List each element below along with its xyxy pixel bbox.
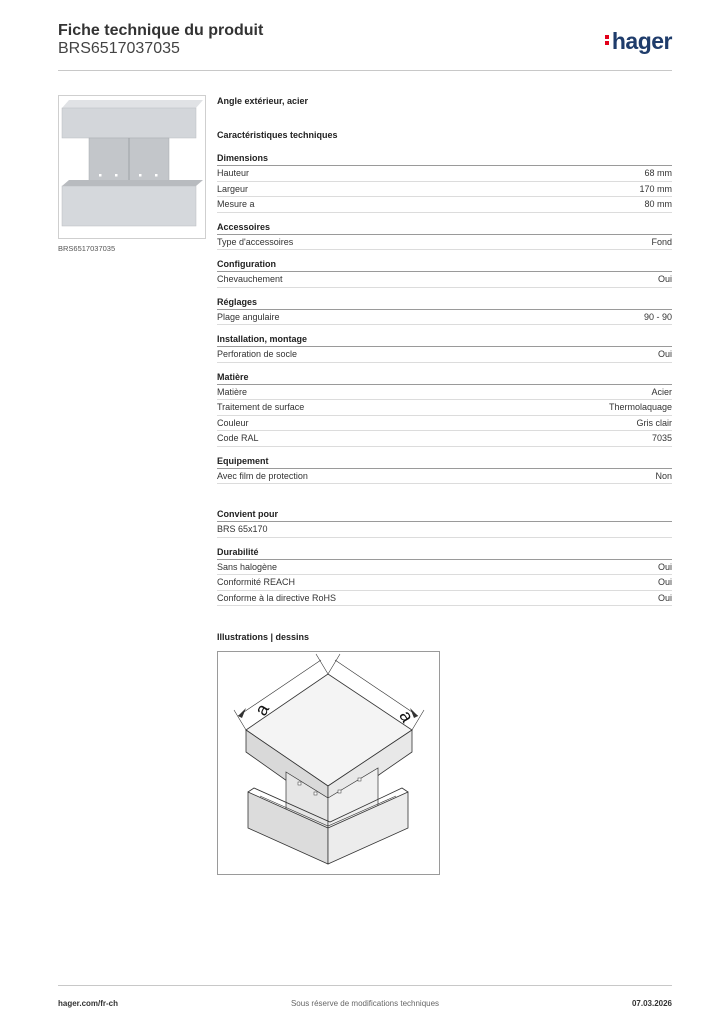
footer-website[interactable]: hager.com/fr-ch <box>58 999 119 1008</box>
spec-section-configuration <box>217 258 672 288</box>
spec-row: Largeur 170 mm <box>217 182 672 198</box>
spec-row: Hauteur 68 mm <box>217 166 672 182</box>
spec-section-dimensions <box>217 152 672 213</box>
illustrations-heading: Illustrations | dessins <box>217 632 310 642</box>
logo-dots-icon <box>605 33 609 47</box>
section-title: Accessoires <box>217 221 672 235</box>
spec-row: Matière Acier <box>217 385 672 401</box>
technical-drawing <box>217 651 440 875</box>
product-photo <box>58 95 206 239</box>
product-reference: BRS6517037035 <box>58 40 180 57</box>
spec-row: Traitement de surface Thermolaquage <box>217 400 672 416</box>
spec-row: Couleur Gris clair <box>217 416 672 432</box>
spec-row: Conformité REACH Oui <box>217 575 672 591</box>
spec-row: Avec film de protection Non <box>217 469 672 485</box>
spec-section-installation <box>217 333 672 363</box>
section-title: Equipement <box>217 455 672 469</box>
spec-content <box>217 96 672 606</box>
spec-section-equipement <box>217 455 672 485</box>
section-title: Configuration <box>217 258 672 272</box>
spec-row: Sans halogène Oui <box>217 560 672 576</box>
spec-row: Plage angulaire 90 - 90 <box>217 310 672 326</box>
spec-row: Mesure a 80 mm <box>217 197 672 213</box>
spec-section-durabilite <box>217 546 672 607</box>
spec-section-reglages <box>217 296 672 326</box>
spec-row: Chevauchement Oui <box>217 272 672 288</box>
spec-row: BRS 65x170 <box>217 522 672 538</box>
product-name: Angle extérieur, acier <box>217 96 309 106</box>
dimension-label-left: a <box>250 700 274 719</box>
spec-row: Code RAL 7035 <box>217 431 672 447</box>
footer-date: 07.03.2026 <box>631 999 672 1008</box>
section-title: Dimensions <box>217 152 672 166</box>
spec-row: Conforme à la directive RoHS Oui <box>217 591 672 607</box>
section-title: Installation, montage <box>217 333 672 347</box>
dimension-label-right: a <box>395 707 418 726</box>
page-header <box>58 22 672 71</box>
photo-caption: BRS6517037035 <box>58 244 116 253</box>
spec-section-convient-pour <box>217 508 672 538</box>
brand-logo: hager <box>605 28 672 55</box>
spec-section-accessoires <box>217 221 672 251</box>
tech-section-heading: Caractéristiques techniques <box>217 130 338 140</box>
spec-row: Type d'accessoires Fond <box>217 235 672 251</box>
section-title: Durabilité <box>217 546 672 560</box>
page-title: Fiche technique du produit <box>58 22 264 39</box>
section-title: Convient pour <box>217 508 672 522</box>
section-title: Matière <box>217 371 672 385</box>
spec-section-matiere <box>217 371 672 447</box>
section-title: Réglages <box>217 296 672 310</box>
spec-row: Perforation de socle Oui <box>217 347 672 363</box>
footer-notice: Sous réserve de modifications techniques <box>290 999 440 1008</box>
page-footer <box>58 985 672 1016</box>
